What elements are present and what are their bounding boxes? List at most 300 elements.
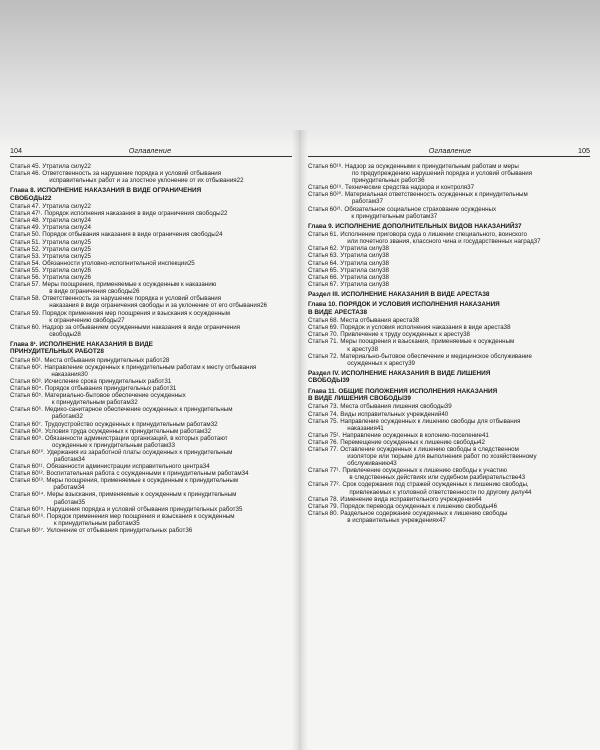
toc-entry-text: наказания [347, 424, 377, 432]
left-running-head [10, 146, 292, 157]
toc-entry-body [340, 446, 590, 467]
toc-entry[interactable] [308, 446, 590, 467]
toc-page-number: 37 [533, 238, 541, 246]
toc-article-label: Статья 77². [308, 481, 341, 489]
toc-entry-text: Надзор за осужденными к принудительным работам и меры [344, 163, 519, 170]
toc-entry-line [342, 467, 590, 474]
toc-entry-text: Утратила силу [340, 245, 383, 253]
toc-entry-line [46, 463, 292, 470]
toc-entry-body [42, 239, 292, 246]
toc-article-label: Статья 60¹². [10, 470, 45, 478]
toc-article-label: Статья 50. [10, 231, 41, 239]
toc-entry-text: Перемещение осужденных к лишению свободы [340, 438, 479, 446]
toc-heading-text: СВОБОДЫ [308, 377, 343, 385]
toc-entry[interactable] [10, 210, 292, 217]
toc-article-label: Статья 60¹³. [10, 477, 45, 485]
toc-entry-text: Материально-бытовое обеспечение и медицинское обслуживание [340, 352, 532, 360]
toc-entry[interactable] [308, 274, 590, 281]
toc-entry-line [345, 191, 590, 198]
toc-entry-text: Обязательное социальное страхование осужденных [344, 205, 497, 213]
toc-entry-line [340, 260, 590, 267]
toc-page-number: 38 [382, 252, 389, 260]
toc-entry-body [46, 477, 292, 491]
toc-entry-body [47, 506, 292, 513]
toc-entry-line [44, 210, 292, 217]
toc-page-number: 32 [130, 399, 138, 407]
toc-entry-text: Порядок применения мер поощрения и взыскания к осужденным [42, 309, 230, 317]
toc-article-label: Статья 60³. [10, 377, 43, 385]
toc-page-number: 40 [441, 410, 449, 418]
toc-entry[interactable] [10, 324, 292, 338]
toc-entry-text: Меры поощрения, применяемые к осужденным к наказанию [42, 281, 217, 289]
toc-entry-body [45, 406, 292, 420]
toc-entry[interactable] [308, 191, 590, 205]
toc-page-number: 43 [389, 460, 397, 468]
toc-entry-line [42, 281, 292, 288]
toc-entry-text: Меры поощрения и взыскания, применяемые к осужденным [340, 338, 515, 346]
toc-entry-line [344, 213, 590, 220]
toc-entry[interactable] [10, 295, 292, 309]
toc-entry-line [42, 177, 292, 184]
left-page-number: 104 [10, 146, 22, 155]
toc-entry-body [340, 260, 590, 267]
toc-entry[interactable] [10, 203, 292, 210]
toc-entry-text: Места отбывания лишения свободы [340, 403, 445, 411]
toc-heading-line [308, 291, 590, 298]
toc-entry-line [345, 170, 590, 177]
toc-entry-line [345, 198, 590, 205]
toc-entry[interactable] [10, 463, 292, 470]
toc-entry[interactable] [10, 435, 292, 449]
toc-page-number: 35 [78, 498, 86, 506]
toc-entry[interactable] [10, 364, 292, 378]
toc-entry-line [42, 246, 292, 253]
toc-entry-line [42, 302, 292, 309]
toc-article-label: Статья 77. [308, 445, 339, 453]
left-toc-list [10, 163, 292, 534]
toc-entry[interactable] [308, 439, 590, 446]
toc-heading-line [308, 377, 590, 384]
toc-page-number: 25 [84, 238, 91, 246]
toc-entry-text: Обязанности администрации организаций, в которых работают [44, 434, 228, 442]
toc-entry-text: Срок содержания под стражей осужденных к лишению свободы, [342, 481, 529, 489]
toc-entry-text: работам [351, 198, 377, 206]
toc-heading-text: В ВИДЕ АРЕСТА [308, 308, 360, 316]
toc-entry-body [42, 246, 292, 253]
toc-page-number: 46 [490, 502, 498, 510]
toc-page-number: 33 [168, 441, 176, 449]
toc-entry-line [42, 217, 292, 224]
toc-entry-body [42, 253, 292, 260]
toc-page-number: 38 [371, 345, 379, 353]
toc-page-number: 39 [444, 403, 452, 411]
toc-entry-line [340, 403, 590, 410]
toc-page-number: 41 [376, 424, 384, 432]
toc-heading-line [308, 370, 590, 377]
toc-entry-text: в исправительных учреждениях [347, 516, 439, 524]
toc-heading-line [308, 301, 590, 308]
toc-heading-text: Раздел III. ИСПОЛНЕНИЕ НАКАЗАНИЯ В ВИДЕ АРЕСТА [308, 290, 483, 298]
toc-entry-text: принудительных работ [351, 177, 418, 185]
toc-heading-text: СВОБОДЫ [10, 194, 45, 202]
toc-article-label: Статья 60⁶. [10, 406, 43, 414]
toc-article-label: Статья 67. [308, 280, 339, 288]
toc-entry-text: Места отбывания принудительных работ [44, 356, 163, 364]
toc-entry-line [42, 288, 292, 295]
toc-entry[interactable] [308, 418, 590, 432]
toc-entry-body [45, 385, 292, 392]
toc-entry-body [47, 513, 292, 527]
toc-entry-text: Порядок и условия исполнения наказания в виде ареста [340, 324, 504, 332]
toc-entry-line [45, 442, 292, 449]
toc-heading-line [308, 223, 590, 230]
toc-entry-line [42, 163, 292, 170]
toc-article-label: Статья 52. [10, 245, 41, 253]
toc-entry-text: Утратила силу [42, 238, 85, 246]
toc-article-label: Статья 47¹. [10, 210, 43, 218]
toc-article-label: Статья 57. [10, 281, 41, 289]
toc-entry-line [42, 253, 292, 260]
toc-entry[interactable] [10, 267, 292, 274]
toc-entry[interactable] [10, 428, 292, 435]
toc-article-label: Статья 61. [308, 231, 339, 239]
toc-entry[interactable] [308, 481, 590, 495]
toc-entry-line [42, 267, 292, 274]
toc-entry-line [47, 449, 292, 456]
toc-entry-body [340, 281, 590, 288]
toc-entry[interactable] [10, 491, 292, 505]
toc-entry-text: Трудоустройство осужденных к принудительным работам [44, 420, 211, 428]
toc-entry[interactable] [308, 267, 590, 274]
toc-article-label: Статья 47. [10, 203, 41, 211]
toc-entry-body [45, 435, 292, 449]
toc-entry-line [47, 456, 292, 463]
toc-entry-text: к ограничению свободы [49, 316, 118, 324]
toc-entry[interactable] [308, 411, 590, 418]
toc-entry[interactable] [308, 252, 590, 259]
toc-entry[interactable] [10, 274, 292, 281]
toc-entry[interactable] [10, 357, 292, 364]
toc-entry[interactable] [308, 496, 590, 503]
toc-entry-text: в следственных действиях или судебном разбирательстве [349, 474, 519, 482]
toc-entry-text: Исполнение приговора суда о лишении специального, воинского [340, 231, 527, 239]
toc-page-number: 26 [84, 274, 91, 282]
toc-entry[interactable] [10, 246, 292, 253]
toc-entry[interactable] [10, 470, 292, 477]
toc-entry-body [340, 403, 590, 410]
toc-entry-body [42, 295, 292, 309]
toc-page-number: 38 [382, 245, 389, 253]
toc-page-number: 44 [524, 488, 532, 496]
toc-page-number: 32 [76, 413, 83, 421]
toc-page-number: 28 [96, 348, 104, 356]
toc-entry-text: или почетного звания, классного чина и государственных наград [347, 238, 534, 246]
toc-entry-body [342, 432, 590, 439]
toc-entry-body [45, 421, 292, 428]
toc-heading [308, 223, 590, 230]
toc-page-number: 38 [382, 280, 389, 288]
toc-entry-text: Технические средства надзора и контроля [344, 184, 468, 192]
toc-heading-line [10, 341, 292, 348]
toc-entry-body [340, 353, 590, 367]
toc-entry-text: Утратила силу [42, 224, 85, 232]
toc-entry-body [345, 163, 590, 184]
toc-heading [308, 301, 590, 316]
toc-entry-body [340, 231, 590, 245]
toc-entry[interactable] [10, 231, 292, 238]
toc-page-number: 22 [84, 203, 91, 211]
toc-entry-body [344, 206, 590, 220]
toc-entry-line [42, 260, 292, 267]
toc-page-number: 37 [430, 212, 438, 220]
toc-entry[interactable] [10, 253, 292, 260]
toc-entry-line [340, 245, 590, 252]
toc-page-number: 38 [482, 290, 490, 298]
toc-entry[interactable] [308, 467, 590, 481]
toc-entry-body [44, 378, 292, 385]
toc-entry-line [342, 481, 590, 488]
toc-entry[interactable] [308, 281, 590, 288]
toc-entry[interactable] [10, 477, 292, 491]
toc-entry[interactable] [10, 385, 292, 392]
toc-page-number: 39 [342, 377, 350, 385]
toc-entry[interactable] [308, 163, 590, 184]
toc-article-label: Статья 78. [308, 495, 339, 503]
toc-page-number: 26 [84, 266, 91, 274]
toc-page-number: 27 [117, 316, 125, 324]
toc-entry-body [340, 317, 590, 324]
toc-article-label: Статья 58. [10, 295, 41, 303]
toc-article-label: Статья 60¹¹. [10, 463, 45, 471]
toc-article-label: Статья 73. [308, 403, 339, 411]
toc-article-label: Статья 72. [308, 352, 339, 360]
toc-entry-line [47, 527, 292, 534]
toc-article-label: Статья 79. [308, 502, 339, 510]
toc-entry[interactable] [308, 353, 590, 367]
right-running-head [308, 146, 590, 157]
toc-article-label: Статья 60²¹. [308, 205, 343, 213]
toc-page-number: 22 [236, 177, 244, 185]
toc-entry-line [340, 411, 590, 418]
toc-page-number: 35 [132, 519, 140, 527]
toc-article-label: Статья 75. [308, 417, 339, 425]
toc-entry-line [47, 491, 292, 498]
toc-entry-text: к принудительным работам [51, 399, 131, 407]
toc-entry-line [340, 231, 590, 238]
toc-heading-line [10, 195, 292, 202]
toc-entry-body [340, 496, 590, 503]
toc-article-label: Статья 76. [308, 438, 339, 446]
toc-page-number: 22 [84, 163, 91, 170]
toc-entry[interactable] [10, 449, 292, 463]
toc-entry[interactable] [10, 310, 292, 324]
toc-entry[interactable] [308, 184, 590, 191]
toc-entry-text: Привлечение осужденных к лишению свободы к участию [342, 467, 508, 475]
toc-entry-text: Воспитательная работа с осужденными к принудительным работам [46, 470, 242, 478]
toc-entry-text: Порядок отбывания принудительных работ [44, 385, 170, 393]
toc-entry-text: Утратила силу [42, 252, 85, 260]
toc-entry-text: Надзор за отбыванием осужденными наказания в виде ограничения [42, 323, 240, 331]
toc-entry-body [44, 357, 292, 364]
toc-entry-text: наказания в виде ограничения свободы и за уклонение от его отбывания [49, 302, 261, 310]
toc-page-number: 25 [84, 245, 91, 253]
toc-article-label: Статья 68. [308, 317, 339, 325]
toc-entry[interactable] [308, 510, 590, 524]
toc-entry-text: Медико-санитарное обеспечение осужденных к принудительным [44, 406, 233, 414]
toc-entry-line [340, 324, 590, 331]
toc-entry-line [47, 499, 292, 506]
toc-entry[interactable] [308, 403, 590, 410]
toc-entry[interactable] [308, 432, 590, 439]
toc-entry[interactable] [308, 503, 590, 510]
toc-page-number: 26 [132, 288, 140, 296]
toc-entry-text: Утратила силу [340, 266, 383, 274]
toc-entry[interactable] [308, 206, 590, 220]
toc-entry-line [45, 428, 292, 435]
toc-entry-line [340, 360, 590, 367]
toc-article-label: Статья 60²⁰. [308, 191, 343, 199]
toc-entry-body [42, 310, 292, 324]
toc-entry[interactable] [308, 317, 590, 324]
toc-article-label: Статья 64. [308, 259, 339, 267]
toc-article-label: Статья 60¹⁷. [10, 526, 45, 534]
toc-entry-line [340, 418, 590, 425]
toc-entry-line [42, 231, 292, 238]
toc-entry-line [42, 317, 292, 324]
left-running-title: Оглавление [128, 146, 172, 155]
toc-entry-body [340, 503, 590, 510]
toc-entry[interactable] [10, 421, 292, 428]
toc-entry-line [340, 517, 590, 524]
toc-entry-body [42, 231, 292, 238]
toc-entry[interactable] [10, 239, 292, 246]
toc-entry-line [340, 503, 590, 510]
toc-article-label: Статья 65. [308, 266, 339, 274]
toc-entry[interactable] [10, 217, 292, 224]
toc-entry-line [46, 477, 292, 484]
toc-entry-body [45, 392, 292, 406]
toc-entry-body [46, 463, 292, 470]
toc-entry[interactable] [308, 324, 590, 331]
toc-entry-line [44, 357, 292, 364]
toc-entry-text: Привлечение к труду осужденных к аресту [340, 331, 464, 339]
toc-entry-body [42, 260, 292, 267]
toc-article-label: Статья 60¹. [10, 356, 43, 364]
toc-heading-text: Глава 8. ИСПОЛНЕНИЕ НАКАЗАНИЯ В ВИДЕ ОГРАНИЧЕНИЯ [10, 187, 202, 195]
toc-entry[interactable] [10, 170, 292, 184]
toc-page-number: 24 [84, 217, 91, 225]
toc-entry-line [345, 177, 590, 184]
toc-entry[interactable] [10, 527, 292, 534]
toc-entry-body [42, 281, 292, 295]
toc-entry-body [342, 481, 590, 495]
toc-heading-text: ПРИНУДИТЕЛЬНЫХ РАБОТ [10, 348, 97, 356]
toc-entry-line [45, 435, 292, 442]
toc-article-label: Статья 75¹. [308, 431, 341, 439]
toc-entry-text: Удержания из заработной платы осужденных к принудительным [46, 448, 233, 456]
toc-entry-body [340, 418, 590, 432]
toc-entry-text: Утратила силу [42, 203, 85, 211]
toc-entry[interactable] [10, 406, 292, 420]
toc-entry[interactable] [10, 163, 292, 170]
toc-article-label: Статья 60¹⁶. [10, 512, 45, 520]
toc-entry[interactable] [308, 331, 590, 338]
toc-entry-line [42, 331, 292, 338]
toc-entry-line [345, 184, 590, 191]
toc-entry-line [46, 484, 292, 491]
toc-heading-line [308, 395, 590, 402]
toc-article-label: Статья 69. [308, 324, 339, 332]
toc-article-label: Статья 60⁴. [10, 385, 43, 393]
toc-page-number: 38 [412, 317, 420, 325]
toc-entry-line [345, 163, 590, 170]
toc-entry-body [42, 267, 292, 274]
toc-page-number: 30 [80, 370, 88, 378]
toc-heading-line [10, 348, 292, 355]
toc-entry-line [44, 378, 292, 385]
toc-entry-text: обслуживанию [347, 460, 390, 468]
toc-entry-text: исправительных работ и за злостное уклонение от их отбывания [49, 177, 237, 185]
toc-entry-body [340, 267, 590, 274]
toc-entry-text: к принудительным работам [351, 212, 431, 220]
toc-article-label: Статья 51. [10, 238, 41, 246]
toc-entry[interactable] [10, 392, 292, 406]
toc-article-label: Статья 70. [308, 331, 339, 339]
toc-entry-body [340, 439, 590, 446]
toc-entry-text: Меры поощрения, применяемые к осужденным к принудительным [46, 477, 239, 485]
toc-entry[interactable] [308, 231, 590, 245]
toc-entry-text: в виде ограничения свободы [49, 288, 133, 296]
toc-article-label: Статья 74. [308, 410, 339, 418]
toc-entry-line [42, 310, 292, 317]
toc-entry[interactable] [10, 378, 292, 385]
toc-entry-line [42, 224, 292, 231]
toc-entry[interactable] [308, 245, 590, 252]
toc-entry-body [44, 364, 292, 378]
toc-entry-text: Направление осужденных в колонию-поселение [342, 431, 482, 439]
toc-page-number: 24 [84, 224, 91, 232]
toc-entry[interactable] [10, 224, 292, 231]
toc-article-label: Статья 46. [10, 170, 41, 178]
right-page-number: 105 [578, 146, 590, 155]
toc-entry-line [340, 267, 590, 274]
toc-page-number: 37 [467, 184, 475, 192]
toc-page-number: 38 [382, 273, 389, 281]
toc-entry-text: Материально-бытовое обеспечение осужденных [44, 392, 186, 400]
toc-entry[interactable] [10, 513, 292, 527]
toc-entry-text: Порядок отбывания наказания в виде ограничения свободы [42, 231, 216, 239]
toc-entry-line [45, 413, 292, 420]
toc-heading-line [10, 187, 292, 194]
toc-entry-line [340, 446, 590, 453]
toc-entry[interactable] [10, 260, 292, 267]
toc-entry[interactable] [10, 506, 292, 513]
toc-entry[interactable] [308, 260, 590, 267]
toc-page-number: 39 [408, 359, 415, 367]
toc-page-number: 32 [210, 420, 218, 428]
toc-entry-text: Утратила силу [340, 259, 383, 267]
toc-entry-text: свободы [49, 330, 74, 338]
toc-entry[interactable] [10, 281, 292, 295]
toc-entry-text: Порядок перевода осужденных к лишению свободы [340, 502, 491, 510]
toc-entry-line [340, 460, 590, 467]
toc-page-number: 38 [359, 308, 368, 316]
toc-entry[interactable] [308, 338, 590, 352]
toc-entry-text: наказания [51, 370, 81, 378]
toc-heading-text: Глава 10. ПОРЯДОК И УСЛОВИЯ ИСПОЛНЕНИЯ НАКАЗАНИЯ [308, 301, 500, 309]
toc-entry-text: Условия труда осужденных к принудительным работам [44, 427, 205, 435]
toc-entry-line [340, 453, 590, 460]
